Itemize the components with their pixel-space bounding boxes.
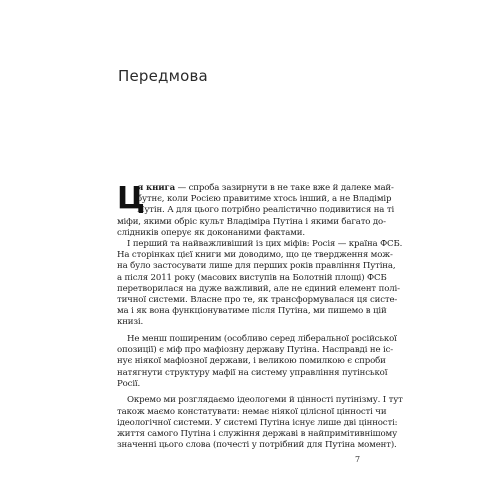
text-line: ідеологічної системи. У системі Путіна існує лише дві цінності: [117,417,398,428]
text-line: життя самого Путіна і служіння державі в найпримітивнішому [117,428,397,439]
text-line: слідників оперує як доконаними фактами. [117,227,305,238]
text-line: на було застосувати лише для перших років правління Путіна, [117,261,396,272]
text-line: Путін. А для цього потрібно реалістично подивитися на ті [137,205,395,216]
page-number: 7 [355,455,361,464]
text-line: опозиції) є міф про мафіозну державу Путіна. Насправді не іс- [117,345,393,356]
chapter-heading: Передмова [118,67,208,85]
text-line: також маємо констатувати: немає ніякої цілісної цінності чи [117,406,387,417]
text-line: значенні цього слова (почесті у потрібний для Путіна момент). [117,440,397,451]
text-line: Не менш поширеним (особливо серед ліберальної російської [127,333,397,344]
text-line: перетворилася на дуже важливий, але не єдиний елемент полі- [117,283,400,294]
text-fragment: — спроба зазирнути в не таке вже й далеке май- [175,183,394,193]
text-line [117,183,394,194]
text-line: тичної системи. Власне про те, як трансформувалася ця систе- [117,294,398,305]
text-line: натягнути структуру мафії на систему управління путінської [117,367,388,378]
text-line: нує ніякої мафіозної держави, і великою помилкою є спроби [117,356,386,367]
drop-cap: Ц [117,181,145,216]
text-line: Росії. [117,378,141,389]
text-line: І перший та найважливіший із цих міфів: Росія — країна ФСБ. [127,238,403,249]
text-line: міфи, якими обріс культ Владіміра Путіна і якими багато до- [117,216,386,227]
text-line: а після 2011 року (масових виступів на Болотній площі) ФСБ [117,272,387,283]
bold-lead-words: я книга [137,183,175,193]
text-line: ма і як вона функціонуватиме після Путіна, ми пишемо в цій [117,306,387,317]
text-line: книзі. [117,317,144,328]
text-line: На сторінках цієї книги ми доводимо, що це твердження мож- [117,250,393,261]
text-line: Окремо ми розглядаємо ідеологеми й цінності путінізму. І тут [127,395,403,406]
body-text [117,181,403,451]
text-line: бутнє, коли Росією правитиме хтось інший, а не Владімір [137,194,392,205]
